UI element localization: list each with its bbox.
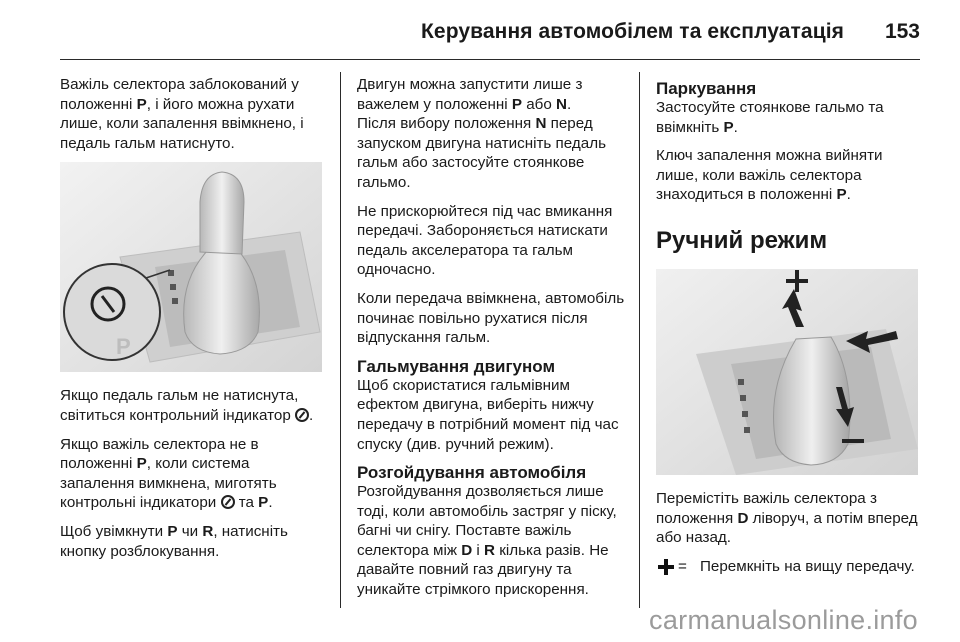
paragraph-no-accelerate: Не прискорюйтеся під час вмикання передачі. Забороняється натискати педаль акселератора та гальм одночасно. [357,202,613,279]
paragraph-selector-not-p: Якщо важіль селектора не в положенні P, коли система запалення вимкнена, миготять контрольні індикатори та P. [60,435,277,512]
heading-parking: Паркування [656,79,757,98]
paragraph-rocking: Розгойдування дозволяється лише тоді, коли автомобіль застряг у піску, багні чи снігу. Поставте важіль селектора між D і R кілька разів. Не давайте повний газ двигуну та уникайте стрімкого прискорення. [357,483,617,599]
brake-indicator-icon [295,408,309,422]
column-2 [357,75,629,609]
paragraph-parking: Застосуйте стоянкове гальмо та ввімкніть P. [656,99,884,136]
heading-manual-mode: Ручний режим [656,226,828,254]
definition-text: Перемкніть на вищу передачу. [700,557,915,575]
svg-text:P: P [116,334,131,360]
paragraph-move-selector: Перемістіть важіль селектора з положення D ліворуч, а потім вперед або назад. [656,489,918,547]
page-number: 153 [884,20,920,43]
paragraph-engine-braking: Щоб скористатися гальмівним ефектом двигуна, виберіть нижчу передачу в потрібний момент під час спуску (див. ручний режим). [357,376,619,453]
page-header [0,0,960,62]
definition-equals: = [678,557,687,575]
paragraph-engine-start: Двигун можна запустити лише з важелем у положенні P або N. [357,76,583,113]
paragraph-selector-locked: Важіль селектора заблокований у положенні P, і його можна рухати лише, коли запалення ввімкнено, і педаль гальм натиснуто. [60,76,304,152]
header-divider [60,59,920,60]
paragraph-creep: Коли передача ввімкнена, автомобіль починає повільно рухатися після відпускання гальм. [357,289,625,347]
column-divider-1 [340,72,341,608]
column-3 [656,75,922,577]
column-divider-2 [639,72,640,608]
paragraph-neutral-start: Після вибору положення N перед запуском двигуна натисніть педаль гальм або застосуйте стоянкове гальмо. [357,115,606,191]
column-1 [60,75,328,570]
minus-icon [842,439,864,443]
definition-upshift [656,557,922,577]
plus-icon [656,557,678,577]
paragraph-ignition-key: Ключ запалення можна вийняти лише, коли важіль селектора знаходиться в положенні P. [656,147,883,204]
heading-engine-braking: Гальмування двигуном [357,356,556,376]
heading-rocking: Розгойдування автомобіля [357,463,587,483]
brake-indicator-icon [221,495,235,509]
paragraph-brake-indicator: Якщо педаль гальм не натиснута, світиться контрольний індикатор . [60,387,314,424]
watermark: carmanualsonline.info [649,605,918,635]
gear-selector-figure [60,162,322,372]
manual-mode-figure [656,269,918,475]
page-header-title: Керування автомобілем та експлуатація [421,20,844,43]
paragraph-unlock-button: Щоб увімкнути P чи R, натисніть кнопку розблокування. [60,522,288,560]
